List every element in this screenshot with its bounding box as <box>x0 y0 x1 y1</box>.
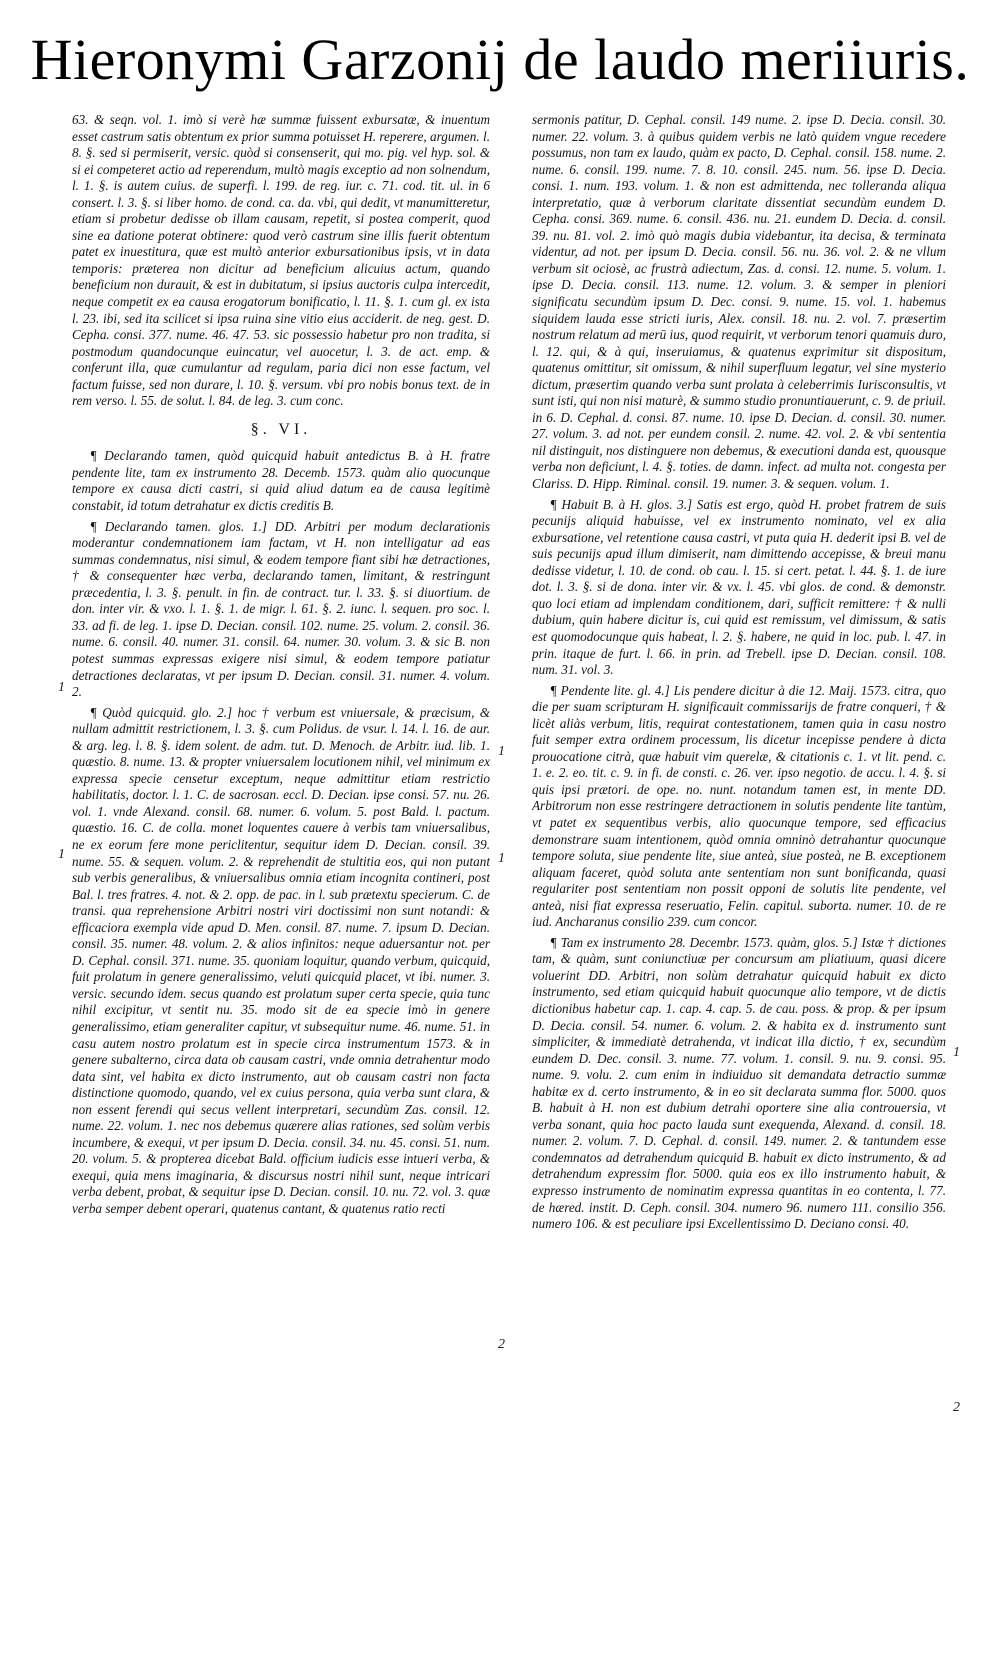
paragraph: ¶ Pendente lite. gl. 4.] Lis pendere dicitur à die 12. Maij. 1573. citra, quo die per suam scripturam H. significauit commissarijs de fratre conqueri, † & licèt aliàs verbum, litis, requirat contestationem, tamen quia in casu nostro fuit semper extra ordinem processum, lis dicetur incepisse pendere à dicta prouocatione citrà, quæ habuit vim querelæ, & citationis c. 1. vt lit. pend. c. 1. e. 2. eo. tit. c. 9. in fi. de consti. c. 26. ver. ipso negotio. de accu. l. 4. §. si quis ipsi prætori. de ope. no. nunt. notandum tamen est, in mente DD. Arbitrorum non esse restringere detractionem in solutis pendente lite tantùm, vt patet ex sequentibus verbis, alio quocunque tempore, sed efficacius demonstrare suam intentionem, quòd omnia omninò detrahantur quocunque tempore soluta, siue pendente lite, siue anteà, siue posteà, ne B. exceptionem aliquam faceret, quòd soluta ante sententiam non sunt bonificanda, quasi regulariter post sententiam non possit opponi de solutis lite pendente, vel anteà, nisi fiat expressa reseruatio, Felin. capitul. suborta. numer. 10. de re iud. Ancharanus consilio 239. cum concor. <box>532 682 946 930</box>
section-heading: §. VI. <box>250 420 312 438</box>
paragraph: sermonis patitur, D. Cephal. consil. 149 nume. 2. ipse D. Decia. consil. 30. numer. 22. volum. 3. à quibus quidem verbis ne latò quidem vngue recedere possumus, non tam ex laudo, quàm ex pacto, D. Cephal. consil. 158. nume. 2. nume. 6. consil. 199. nume. 7. 8. 10. consil. 245. num. 56. ipse D. Decia. consi. 1. num. 193. volum. 1. & non est admittenda, nec tolleranda aliqua interpretatio, quæ à verborum claritate dissentiat secundùm eundem D. Cepha. consi. 369. nume. 6. consil. 436. nu. 21. eundem D. Decia. d. consil. 39. nu. 81. vol. 2. imò quò magis dubia videbantur, ita decisa, & terminata videntur, ad not. per ipsum D. Decia. consil. 56. nu. 36. vol. 2. & ne vllum verbum sit ociosè, ac frustrà adiectum, Zas. d. consi. 12. nume. 5. volum. 1. ipse D. Decia. consil. 113. nume. 12. volum. 3. & semper in pleniori significatu secundùm ipsum D. Dec. consi. 9. nume. 15. vol. 1. habemus siquidem lauda esse stricti iuris, Alex. consil. 18. nu. 2. vol. 7. præsertim nostrum relatum ad merū ius, quod requirit, vt verborum tenori quamuis duro, l. 12. qui, & à qui, inseruiamus, & quatenus exprimitur sit dispositum, quatenus omittitur, sit omissum, & nihil superfluum legatur, vel sine mysterio dictum, præsertim quando verba sunt prolata à celeberrimis Iurisconsultis, vt sunt isti, qui non nisi maturè, & summo studio pronuntiauerunt, c. 9. de priuil. in 6. D. Cephal. d. consi. 87. nume. 10. ipse D. Decian. d. consil. 30. numer. 27. volum. 3. ad not. per eundem consil. 2. nume. 42. vol. 2. & vbi sententia nil distinguit, nos distinguere non debemus, & executioni danda est, quousque verba non deficiunt, l. 4. §. toties. de damn. infect. ad multa not. congesta per Clariss. D. Hipp. Riminal. consil. 19. numer. 3. & sequen. volum. 1. <box>532 112 946 492</box>
running-header: Hieronymi Garzonij de laudo meriiuris. <box>30 27 970 92</box>
right-column <box>532 112 946 1642</box>
paragraph: 63. & seqn. vol. 1. imò si verè hæ summæ fuissent exbursatæ, & inuentum esset castrum satis obtentum ex prior summa potuisset H. reperere, argumen. l. 8. §. sed si permiserit, versic. quòd si consenserit, qui mo. pig. vel hyp. sol. & si ei competeret actio ad reperendum, multò magis exceptio ad non solnendum, l. 1. §. is autem cuius. de superfi. l. 199. de reg. iur. c. 71. cod. tit. ul. in 6 consert. l. 3. §. si liber homo. de cond. ca. da. vbi, qui dedit, vt manumitteretur, etiam si probetur dedisse ob illam causam, repetit, si postea comperit, quod sine ea datione poterat obtinere: quod verò castrum sine illis fuerit obtentum patet ex inuestitura, quæ est multò anterior exbursationibus ipsis, vt in data temporis: præterea non dicitur ad beneficium alicuius actum, quando beneficium non durauit, & est in dubitatum, si ipsius auctoris culpa intercedit, neque competit ex ea causa erogatorum bonificatio, l. 11. §. 1. cum gl. ex ista l. 23. ibi, sed ita scilicet si ipsa ruina sine vitio eius acciderit. de neg. gest. D. Cepha. consi. 377. nume. 46. 47. 53. sic possessio habetur pro non tradita, si postmodum quandocunque euincatur, vel auocetur, l. 3. de act. emp. & conferunt illa, quæ cumulantur ad regulam, paria dici non esse factum, vel factum fuisse, sed non durare, l. 10. §. versum. vbi pro nobis bonus text. de in rem verso. l. 55. de solut. l. 84. de leg. 3. cum conc. <box>72 112 490 409</box>
margin-mark: 1 <box>953 1045 960 1060</box>
margin-mark: 1 <box>498 744 505 759</box>
paragraph: ¶ Declarando tamen. glos. 1.] DD. Arbitri per modum declarationis moderantur condemnationem iam factam, vt H. non intelligatur ad eas summas condemnatus, nisi simul, & eodem tempore fiant sibi hæ detractiones, † & consequenter hæc verba, declarando tamen, limitant, & restringunt præcedentia, l. 3. §. penult. in fin. de contract. tur. l. 33. §. si diuortium. de don. inter vir. & vxo. l. 1. §. 1. de migr. l. 61. §. 2. iunc. l. sequen. pro soc. l. 33. ad fi. de leg. 1. ipse D. Decian. consil. 102. nume. 25. volum. 2. consil. 36. nume. 6. consil. 40. numer. 31. consil. 64. numer. 30. volum. 3. & sic B. non potest summas expressas exigere nisi simul, & eodem tempore patiatur detractiones declaratas, vt per ipsum D. Decian. consil. 31. numer. 4. volum. 2. <box>72 518 490 700</box>
paragraph: ¶ Declarando tamen, quòd quicquid habuit antedictus B. à H. fratre pendente lite, tam ex instrumento 28. Decemb. 1573. quàm alio quocunque tempore ex causa dicti castri, si quid aliud datum ea de causa legitimè constabit, id totum detrahatur ex dictis creditis B. <box>72 448 490 514</box>
paragraph: ¶ Habuit B. à H. glos. 3.] Satis est ergo, quòd H. probet fratrem de suis pecunijs aliquid habuisse, vel ex instrumento nominato, vel ex alia exbursatione, vel retentione causa castri, vt puta quia H. dederit ipsi B. vel de suis pecunijs apud illum dimiserit, nam dimittendo accepisse, & breui manu dedisse videtur, l. 10. de cond. ob cau. l. 15. si cert. petat. l. 44. §. 1. de iure dot. l. 3. §. si de dona. inter vir. & vx. l. 45. vbi glos. de cond. & demonstr. quo loci etiam ad implendam conditionem, dari, sufficit remittere: † & nulli dubium, quin habere dicitur is, cui quid est remissum, vel dimissum, & satis est quomodocunque quis habeat, l. 2. §. habere, ne quid in loc. pub. l. 47. in prin. itaque de furt. l. 66. in prin. ad Trebell. ipse D. Decian. consil. 108. num. 31. vol. 3. <box>532 496 946 678</box>
paragraph: ¶ Tam ex instrumento 28. Decembr. 1573. quàm, glos. 5.] Istæ † dictiones tam, & quàm, sunt coniunctiuæ per concursum am pliatiuum, quasi dicere voluerint DD. Arbitri, non solùm detrahatur quicquid habuit ex dicto instrumento, sed etiam quicquid habuit quocunque alio tempore, vt de dictis dictionibus habetur cap. 1. cap. 4. cap. 5. de cau. poss. & prop. & per ipsum D. Decia. consil. 54. numer. 6. volum. 2. & habita ex d. instrumento sunt simpliciter, & immediatè detrahenda, vt indicat illa dictio, † ex, secundùm eundem D. Dec. consil. 3. nume. 77. volum. 1. consil. 9. nu. 9. consi. 95. nume. 9. volu. 2. cum enim in indiuiduo sit demandata detractio summæ habitæ ex d. certo instrumento, & in eo sit declarata summa flor. 5000. quos B. habuit à H. non est dubium detrahi oportere sine alia controuersia, vt verba sonant, quia hoc pacto lauda sunt exequenda, Alexand. d. consil. 18. numer. 2. volum. 7. D. Cephal. d. consil. 149. numer. 2. & tantundem esse condemnatos ad detrahendum quicquid B. habuit ex dicto instrumento, & ad detrahendum expressim flor. 5000. quia eos ex illo instrumento habuit, & expresso instrumento de nominatim expressa quantitas in eo contenta, l. 77. de hæred. instit. D. Ceph. consil. 304. numero 96. numero 111. consilio 356. numero 106. & est peculiare ipsi Excellentissimo D. Deciano consi. 40. <box>532 934 946 1232</box>
paragraph: ¶ Quòd quicquid. glo. 2.] hoc † verbum est vniuersale, & præcisum, & nullam admittit restrictionem, l. 3. §. cum Polidus. de vsur. l. 14. l. 16. de aur. & arg. leg. l. 8. §. idem solent. de adm. tut. D. Menoch. de Arbitr. iud. lib. 1. quæstio. 8. nume. 13. & propter vniuersalem locutionem nihil, vel minimum ex expressa specie censetur exceptum, neque admittitur etiam restrictio habilitatis, doctor. l. 1. C. de sacrosan. eccl. D. Decian. ipse consi. 57. nu. 26. vol. 1. vnde Alexand. consil. 68. numer. 6. volum. 5. post Bald. l. pactum. quæstio. 16. C. de colla. monet loquentes cauere à verbis tam vniuersalibus, ne ex eorum fere mone periclitentur, sequitur idem D. Decian. consil. 39. nume. 55. & sequen. volum. 2. & reprehendit de stultitia eos, qui non putant sub verbis generalibus, & vniuersalibus omnia etiam incognita contineri, post Bal. l. tres fratres. 4. not. & 2. opp. de pac. in l. sub prætextu specierum. C. de transi. qua reprehensione Arbitri nostri viri doctissimi non sunt notandi: & efficaciora exempla vide apud D. Men. consil. 87. nume. 7. ipsum D. Decian. consil. 35. numer. 48. volum. 2. & alios infinitos: neque aduersantur not. per D. Cephal. consil. 371. nume. 35. quoniam loquitur, quando verbum, quicquid, fuit prolatum in genere generalissimo, veluti quicquid placet, vt ibi. numer. 3. versic. secundo idem. secus quando est prolatum super certa specie, quia tunc nihil excipitur, vt sentit nu. 35. modo sit de ea specie imò in genere generalissimo, etiam generaliter capitur, vt subsequitur nume. 46. nume. 51. in casu autem nostro prolatum est in specie circa instrumentum 1573. & in genere subalterno, circa data ob causam castri, vnde omnia detrahentur modo data sint, vel habita ex dicto instrumento, aut ob causam castri non facta distinctione quomodo, quando, vel ex cuius persona, quia verba sunt clara, & non essent ferendi qui secus vellent interpretari, secundùm Zas. consil. 12. nume. 22. volum. 1. nec nos debemus quærere alias rationes, sed solùm verbis incumbere, & exequi, vt per ipsum D. Decia. consil. 34. nu. 45. consi. 51. num. 20. volum. 5. & propterea dicebat Bald. officium iudicis esse intueri verba, & exequi, quia mens imaginaria, & discursus nostri nihil sunt, neque intricari verba debent, probat, & sequitur ipse D. Decian. consil. 10. nu. 72. vol. 3. quæ verba semper debent operari, quatenus cantant, & quatenus ratio recti <box>72 704 490 1216</box>
margin-mark: 2 <box>953 1400 960 1415</box>
margin-mark: 1 <box>58 847 65 862</box>
margin-mark: 1 <box>498 851 505 866</box>
margin-mark: 1 <box>58 680 65 695</box>
margin-mark: 2 <box>498 1337 505 1352</box>
left-column <box>72 112 490 1642</box>
